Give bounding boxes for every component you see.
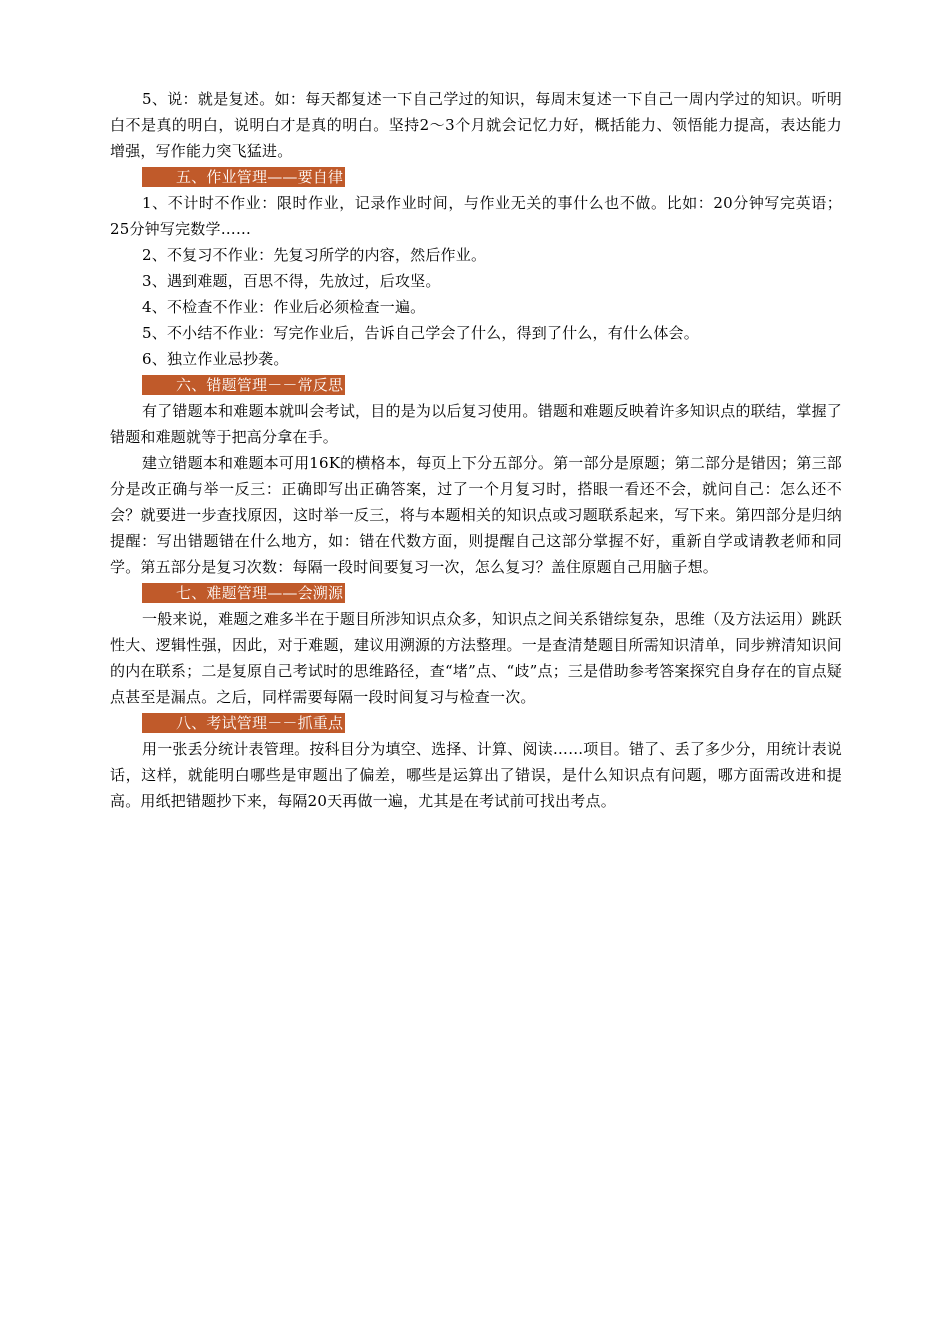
intro-paragraph: 5、说：就是复述。如：每天都复述一下自己学过的知识，每周末复述一下自己一周内学过的知识。听明白不是真的明白，说明白才是真的明白。坚持2～3个月就会记忆力好，概括能力、领悟能力提高，表达能力增强，写作能力突飞猛进。 [110, 90, 842, 160]
section8-heading-row [110, 710, 842, 736]
section8-heading: 八、考试管理－－抓重点 [142, 713, 345, 733]
section7-heading-row [110, 580, 842, 606]
section5-item-2: 2、不复习不作业：先复习所学的内容，然后作业。 [142, 246, 487, 264]
section6-heading-row [110, 372, 842, 398]
section5-heading-row [110, 164, 842, 190]
document-page [110, 86, 842, 814]
section7-paragraph-1: 一般来说，难题之难多半在于题目所涉知识点众多，知识点之间关系错综复杂，思维（及方法运用）跳跃性大、逻辑性强，因此，对于难题，建议用溯源的方法整理。一是查清楚题目所需知识清单，同步辨清知识间的内在联系；二是复原自己考试时的思维路径，查“堵”点、“歧”点；三是借助参考答案探究自身存在的盲点疑点甚至是漏点。之后，同样需要每隔一段时间复习与检查一次。 [110, 610, 842, 706]
section6-heading: 六、错题管理－－常反思 [142, 375, 345, 395]
section6-paragraph-1: 有了错题本和难题本就叫会考试，目的是为以后复习使用。错题和难题反映着许多知识点的联结，掌握了错题和难题就等于把高分拿在手。 [110, 402, 842, 446]
section5-item-1: 1、不计时不作业：限时作业，记录作业时间，与作业无关的事什么也不做。比如：20分钟写完英语；25分钟写完数学…… [110, 194, 842, 238]
section5-item-3: 3、遇到难题，百思不得，先放过，后攻坚。 [142, 272, 441, 290]
section5-item-4: 4、不检查不作业：作业后必须检查一遍。 [142, 298, 426, 316]
section6-paragraph-2: 建立错题本和难题本可用16K的横格本，每页上下分五部分。第一部分是原题；第二部分是错因；第三部分是改正确与举一反三：正确即写出正确答案，过了一个月复习时，搭眼一看还不会，就问自己：怎么还不会？就要进一步查找原因，这时举一反三，将与本题相关的知识点或习题联系起来，写下来。第四部分是归纳提醒：写出错题错在什么地方，如：错在代数方面，则提醒自己这部分掌握不好，重新自学或请教老师和同学。第五部分是复习次数：每隔一段时间要复习一次，怎么复习？盖住原题自己用脑子想。 [110, 454, 842, 576]
section7-heading: 七、难题管理——会溯源 [142, 583, 345, 603]
section5-item-6: 6、独立作业忌抄袭。 [142, 350, 289, 368]
section8-paragraph-1: 用一张丢分统计表管理。按科目分为填空、选择、计算、阅读……项目。错了、丢了多少分，用统计表说话，这样，就能明白哪些是审题出了偏差，哪些是运算出了错误，是什么知识点有问题，哪方面需改进和提高。用纸把错题抄下来，每隔20天再做一遍，尤其是在考试前可找出考点。 [110, 740, 842, 810]
section5-item-5: 5、不小结不作业：写完作业后，告诉自己学会了什么，得到了什么，有什么体会。 [142, 324, 699, 342]
section5-heading: 五、作业管理——要自律 [142, 167, 345, 187]
